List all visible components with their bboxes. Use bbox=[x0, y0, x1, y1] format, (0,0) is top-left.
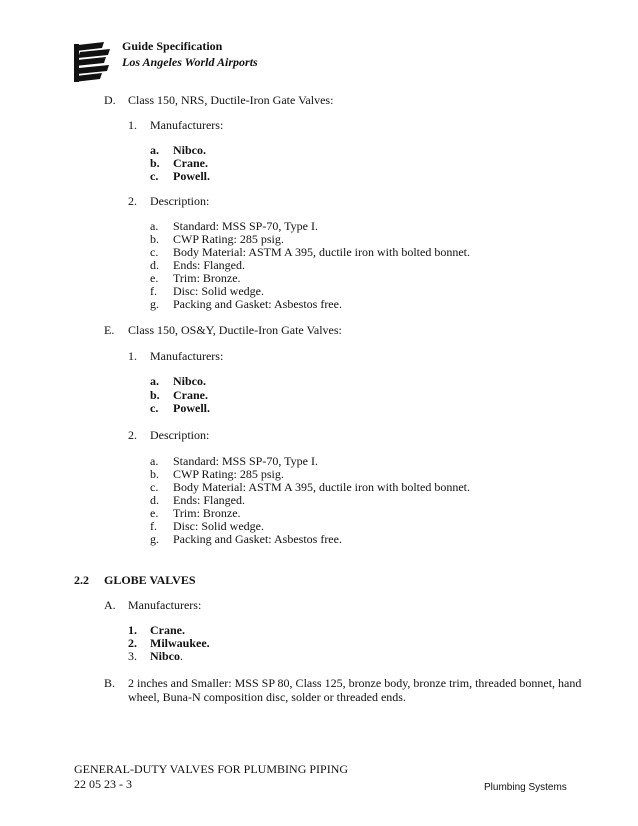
list-item-letter: a. bbox=[150, 143, 159, 157]
manufacturer-name: Crane. bbox=[150, 623, 185, 637]
list-item-number: 1. bbox=[128, 623, 137, 637]
section-e-description-num: 2. bbox=[128, 428, 137, 442]
description-item: Disc: Solid wedge. bbox=[173, 284, 264, 298]
list-item-number: 3. bbox=[128, 649, 137, 663]
footer-discipline: Plumbing Systems bbox=[484, 782, 567, 793]
manufacturer-name: Powell. bbox=[173, 169, 210, 183]
description-item: Body Material: ASTM A 395, ductile iron with bolted bonnet. bbox=[173, 245, 470, 259]
list-item-letter: a. bbox=[150, 219, 159, 233]
list-item-letter: f. bbox=[150, 284, 157, 298]
list-item-letter: f. bbox=[150, 519, 157, 533]
article-number: 2.2 bbox=[74, 573, 89, 587]
list-item-letter: c. bbox=[150, 245, 159, 259]
list-item-letter: c. bbox=[150, 401, 159, 415]
globe-a-letter: A. bbox=[104, 598, 116, 612]
manufacturer-name-suffix: . bbox=[180, 649, 183, 663]
description-item: CWP Rating: 285 psig. bbox=[173, 232, 284, 246]
globe-b-line-2: wheel, Buna-N composition disc, solder or threaded ends. bbox=[128, 690, 406, 704]
list-item-letter: d. bbox=[150, 258, 159, 272]
list-item-letter: g. bbox=[150, 532, 159, 546]
list-item-letter: b. bbox=[150, 388, 160, 402]
list-item-letter: b. bbox=[150, 467, 159, 481]
manufacturer-name: Powell. bbox=[173, 401, 210, 415]
list-item-number: 2. bbox=[128, 636, 137, 650]
description-item: Packing and Gasket: Asbestos free. bbox=[173, 532, 342, 546]
description-item: Ends: Flanged. bbox=[173, 493, 245, 507]
section-d-letter: D. bbox=[104, 93, 116, 107]
description-item: Ends: Flanged. bbox=[173, 258, 245, 272]
header-organization: Los Angeles World Airports bbox=[122, 55, 258, 69]
manufacturer-name: Nibco. bbox=[173, 143, 206, 157]
globe-a-label: Manufacturers: bbox=[128, 598, 202, 612]
list-item-letter: c. bbox=[150, 169, 159, 183]
list-item-letter: b. bbox=[150, 156, 160, 170]
section-d-title: Class 150, NRS, Ductile-Iron Gate Valves: bbox=[128, 93, 334, 107]
description-item: Body Material: ASTM A 395, ductile iron with bolted bonnet. bbox=[173, 480, 470, 494]
manufacturer-name: Crane. bbox=[173, 156, 208, 170]
globe-b-letter: B. bbox=[104, 676, 116, 690]
description-item: Trim: Bronze. bbox=[173, 506, 241, 520]
list-item-letter: c. bbox=[150, 480, 159, 494]
list-item-letter: b. bbox=[150, 232, 159, 246]
footer-title: GENERAL-DUTY VALVES FOR PLUMBING PIPING bbox=[74, 762, 349, 776]
globe-b-line-1: 2 inches and Smaller: MSS SP 80, Class 125, bronze body, bronze trim, threaded bonnet, hand bbox=[128, 676, 582, 690]
description-item: CWP Rating: 285 psig. bbox=[173, 467, 284, 481]
section-d-manufacturers-label: Manufacturers: bbox=[150, 118, 224, 132]
manufacturer-name: Nibco. bbox=[173, 374, 206, 388]
footer-section-page: 22 05 23 - 3 bbox=[74, 777, 132, 791]
section-d-description-num: 2. bbox=[128, 194, 137, 208]
description-item: Packing and Gasket: Asbestos free. bbox=[173, 297, 342, 311]
list-item-letter: e. bbox=[150, 506, 159, 520]
article-title: GLOBE VALVES bbox=[104, 573, 196, 587]
section-e-letter: E. bbox=[104, 323, 115, 337]
section-d-manufacturers-num: 1. bbox=[128, 118, 137, 132]
laxwa-logo-icon bbox=[74, 42, 114, 82]
section-e-manufacturers-num: 1. bbox=[128, 349, 137, 363]
section-d-description-label: Description: bbox=[150, 194, 210, 208]
manufacturer-name: Milwaukee. bbox=[150, 636, 210, 650]
section-e-manufacturers-label: Manufacturers: bbox=[150, 349, 224, 363]
description-item: Trim: Bronze. bbox=[173, 271, 241, 285]
list-item-letter: a. bbox=[150, 454, 159, 468]
section-e-title: Class 150, OS&Y, Ductile-Iron Gate Valves: bbox=[128, 323, 342, 337]
manufacturer-name: Crane. bbox=[173, 388, 208, 402]
list-item-letter: d. bbox=[150, 493, 159, 507]
manufacturer-name-line bbox=[150, 649, 183, 664]
list-item-letter: e. bbox=[150, 271, 159, 285]
list-item-letter: a. bbox=[150, 374, 159, 388]
description-item: Standard: MSS SP-70, Type I. bbox=[173, 454, 318, 468]
header-title: Guide Specification bbox=[122, 39, 223, 53]
section-e-description-label: Description: bbox=[150, 428, 210, 442]
list-item-letter: g. bbox=[150, 297, 159, 311]
description-item: Disc: Solid wedge. bbox=[173, 519, 264, 533]
manufacturer-name: Nibco bbox=[150, 649, 180, 663]
description-item: Standard: MSS SP-70, Type I. bbox=[173, 219, 318, 233]
